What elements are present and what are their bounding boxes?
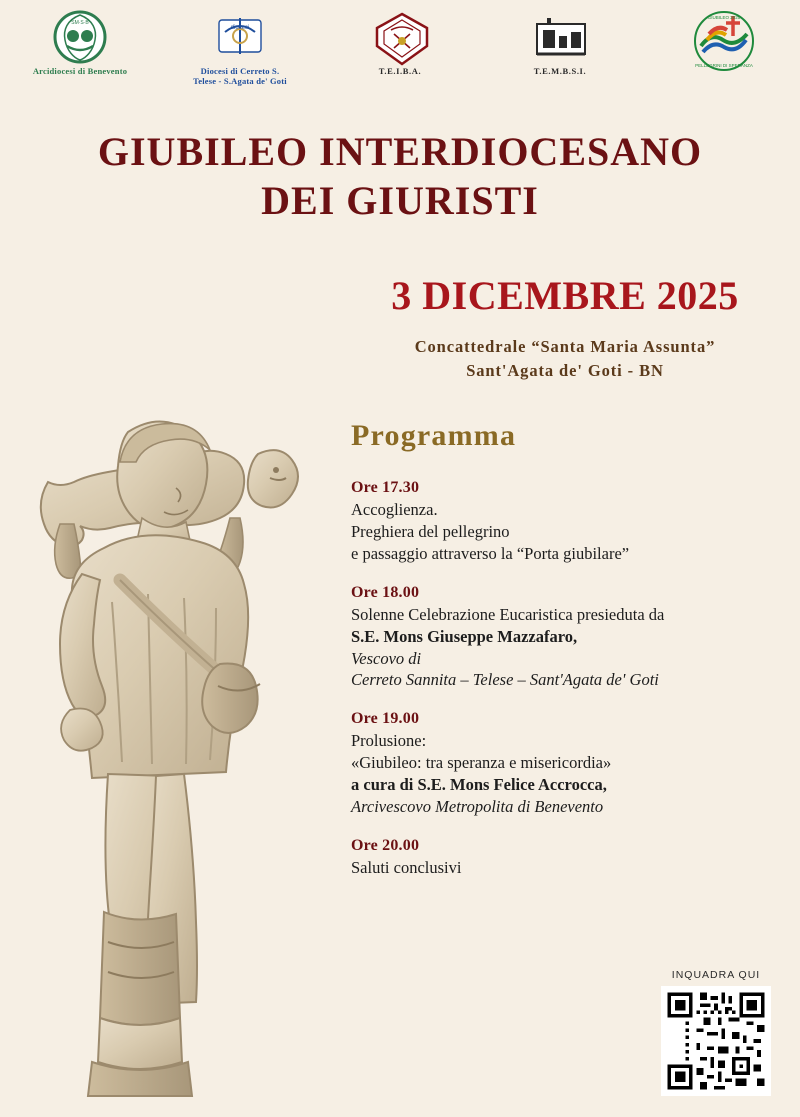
schedule-line: Saluti conclusivi bbox=[351, 858, 462, 878]
teiba-emblem bbox=[373, 10, 427, 64]
schedule-line: Vescovo di bbox=[351, 648, 422, 668]
logo-caption: Arcidiocesi di Benevento bbox=[32, 66, 128, 76]
schedule-line: S.E. Mons Giuseppe Mazzafaro, bbox=[351, 626, 578, 646]
logo-caption: T.E.I.B.A. bbox=[378, 66, 422, 76]
schedule-line: «Giubileo: tra speranza e misericordia» bbox=[351, 753, 612, 773]
schedule-line: e passaggio attraverso la “Porta giubilare” bbox=[351, 543, 630, 563]
programma-heading: Programma bbox=[351, 418, 517, 452]
logo-caption: T.E.M.B.S.I. bbox=[533, 66, 587, 76]
logo-tembsi bbox=[493, 10, 628, 77]
schedule-line: a cura di S.E. Mons Felice Accrocca, bbox=[351, 775, 607, 795]
schedule-line: Prolusione: bbox=[351, 731, 427, 751]
svg-text:GIUBILEO 2025: GIUBILEO 2025 bbox=[707, 15, 741, 20]
logo-diocese-cerreto bbox=[173, 10, 308, 87]
schedule-line: Preghiera del pellegrino bbox=[351, 521, 510, 541]
logo-archdiocese-benevento bbox=[13, 10, 148, 77]
venue-line-2: Sant'Agata de' Goti - BN bbox=[466, 360, 664, 380]
jubilee-2025-pilgrims-of-hope-logo bbox=[693, 10, 753, 68]
tembsi-emblem bbox=[533, 10, 587, 64]
title-line-2: DEI GIURISTI bbox=[261, 177, 539, 223]
qr-code[interactable] bbox=[661, 986, 771, 1096]
venue-line-1: Concattedrale “Santa Maria Assunta” bbox=[414, 337, 716, 356]
schedule-item bbox=[351, 837, 781, 879]
svg-text:PELLEGRINI DI SPERANZA: PELLEGRINI DI SPERANZA bbox=[695, 63, 753, 68]
logo-jubilee-2025 bbox=[653, 10, 788, 68]
svg-text:SM·S·B: SM·S·B bbox=[71, 20, 89, 26]
qr-label: INQUADRA QUI bbox=[671, 969, 761, 981]
logo-teiba bbox=[333, 10, 468, 77]
schedule-line: Arcivescovo Metropolita di Benevento bbox=[351, 797, 604, 817]
schedule-line: Cerreto Sannita – Telese – Sant'Agata de' Goti bbox=[351, 670, 659, 690]
title-line-1: GIUBILEO INTERDIOCESANO bbox=[97, 129, 703, 174]
qr-block bbox=[658, 969, 774, 1096]
diocese-cerreto-emblem bbox=[213, 10, 267, 64]
poster-title bbox=[0, 128, 800, 226]
event-date: 3 DICEMBRE 2025 bbox=[391, 273, 739, 318]
schedule-time: Ore 19.00 bbox=[351, 710, 420, 728]
svg-text:diocesi: diocesi bbox=[230, 25, 250, 31]
schedule-time: Ore 18.00 bbox=[351, 583, 420, 601]
schedule-line: Solenne Celebrazione Eucaristica presieduta da bbox=[351, 604, 665, 624]
header-logos bbox=[0, 0, 800, 105]
event-venue bbox=[345, 335, 785, 383]
right-column bbox=[345, 272, 785, 898]
schedule-item bbox=[351, 479, 781, 565]
schedule-list bbox=[351, 479, 781, 879]
schedule-time: Ore 20.00 bbox=[351, 837, 420, 855]
schedule-item bbox=[351, 710, 781, 818]
schedule-time: Ore 17.30 bbox=[351, 478, 420, 496]
good-shepherd-statue bbox=[8, 312, 338, 1112]
logo-caption: Diocesi di Cerreto S. Telese - S.Agata de' Goti bbox=[193, 66, 287, 86]
schedule-line: Accoglienza. bbox=[351, 499, 438, 519]
archdiocese-benevento-emblem bbox=[53, 10, 107, 64]
schedule-item bbox=[351, 584, 781, 692]
